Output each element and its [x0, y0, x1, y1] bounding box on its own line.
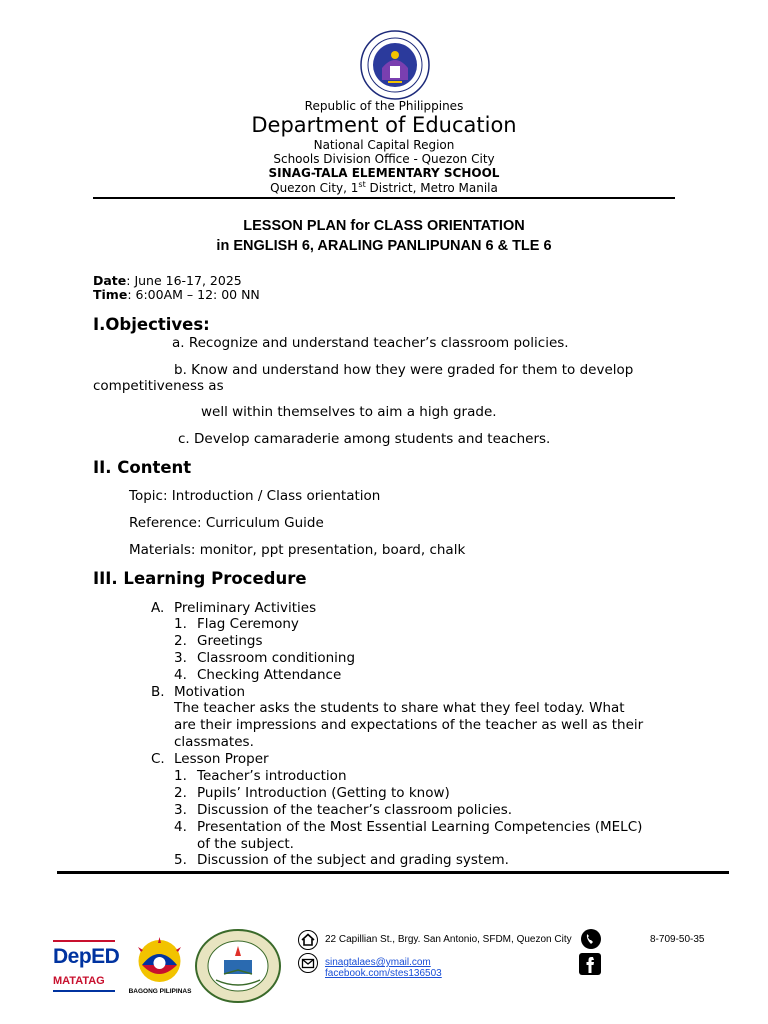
list-marker: B. [151, 684, 165, 700]
list-number: 2. [174, 633, 187, 649]
list-number: 4. [174, 667, 187, 683]
school-seal-logo [194, 928, 282, 1004]
list-number: 1. [174, 768, 187, 784]
list-item: Discussion of the subject and grading system. [197, 852, 509, 868]
logo-bar [53, 990, 115, 992]
footer-divider [57, 871, 729, 874]
objective-c: c. Develop camaraderie among students and teachers. [178, 431, 551, 447]
list-number: 5. [174, 852, 187, 868]
division-text: Schools Division Office - Quezon City [273, 152, 495, 166]
department-title: Department of Education [251, 113, 517, 137]
list-item: Classroom conditioning [197, 650, 356, 666]
content-reference: Reference: Curriculum Guide [129, 515, 324, 531]
list-item: Teacher’s introduction [197, 768, 347, 784]
lesson-plan-title: LESSON PLAN for CLASS ORIENTATION [243, 218, 525, 234]
phone-icon [580, 928, 602, 950]
list-item-cont: of the subject. [197, 836, 294, 852]
facebook-icon[interactable] [578, 953, 602, 975]
section-a-title: Preliminary Activities [174, 600, 317, 616]
list-marker: A. [151, 600, 165, 616]
list-number: 3. [174, 650, 187, 666]
phone-number: 8-709-50-35 [650, 934, 705, 945]
home-icon [298, 930, 318, 950]
email-link[interactable]: sinagtalaes@ymail.com [325, 957, 431, 968]
address-superscript: st [358, 180, 366, 189]
address-part: Quezon City, 1 [270, 181, 359, 195]
logo-bar [53, 940, 115, 942]
lesson-plan-subtitle: in ENGLISH 6, ARALING PANLIPUNAN 6 & TLE 6 [216, 238, 552, 254]
matatag-wordmark: MATATAG [53, 975, 105, 987]
email-icon [298, 953, 318, 973]
republic-text: Republic of the Philippines [304, 99, 464, 113]
list-number: 2. [174, 785, 187, 801]
list-item: Greetings [197, 633, 263, 649]
date-label: Date [93, 273, 127, 288]
motivation-text: The teacher asks the students to share what they feel today. What [174, 700, 625, 716]
school-address [0, 180, 768, 195]
list-item: Pupils’ Introduction (Getting to know) [197, 785, 450, 801]
date-value: : June 16-17, 2025 [126, 273, 242, 288]
deped-seal-logo [360, 30, 430, 100]
list-marker: C. [151, 751, 165, 767]
list-item: Discussion of the teacher’s classroom policies. [197, 802, 513, 818]
bagong-pilipinas-logo [132, 935, 187, 985]
school-name: SINAG-TALA ELEMENTARY SCHOOL [268, 166, 500, 180]
deped-matatag-logo [53, 940, 120, 1000]
address-part: District, Metro Manila [365, 181, 498, 195]
time-value: : 6:00AM – 12: 00 NN [127, 287, 260, 302]
section-b-title: Motivation [174, 684, 246, 700]
list-number: 4. [174, 819, 187, 835]
content-heading: II. Content [93, 458, 192, 477]
objective-b: b. Know and understand how they were graded for them to develop [174, 362, 634, 378]
objectives-heading: I.Objectives: [93, 315, 210, 334]
section-c-title: Lesson Proper [174, 751, 269, 767]
time-line [93, 287, 260, 302]
objective-a: a. Recognize and understand teacher’s classroom policies. [172, 335, 569, 351]
deped-wordmark: DepED [53, 945, 120, 968]
motivation-text: are their impressions and expectations of the teacher as well as their [174, 717, 644, 733]
school-street-address: 22 Capillian St., Brgy. San Antonio, SFDM, Quezon City [325, 934, 572, 945]
bagong-pilipinas-text: BAGONG PILIPINAS [128, 988, 192, 995]
date-line [93, 273, 242, 288]
list-item: Presentation of the Most Essential Learning Competencies (MELC) [197, 819, 643, 835]
content-materials: Materials: monitor, ppt presentation, board, chalk [129, 542, 466, 558]
list-item: Flag Ceremony [197, 616, 299, 632]
list-number: 3. [174, 802, 187, 818]
objective-b-cont: competitiveness as [93, 378, 224, 394]
header-divider [93, 197, 675, 199]
list-item: Checking Attendance [197, 667, 342, 683]
list-number: 1. [174, 616, 187, 632]
objective-b-cont2: well within themselves to aim a high grade. [201, 404, 497, 420]
region-text: National Capital Region [313, 138, 455, 152]
time-label: Time [93, 287, 128, 302]
content-topic: Topic: Introduction / Class orientation [129, 488, 381, 504]
motivation-text: classmates. [174, 734, 254, 750]
procedure-heading: III. Learning Procedure [93, 569, 307, 588]
facebook-link[interactable]: facebook.com/stes136503 [325, 968, 442, 979]
